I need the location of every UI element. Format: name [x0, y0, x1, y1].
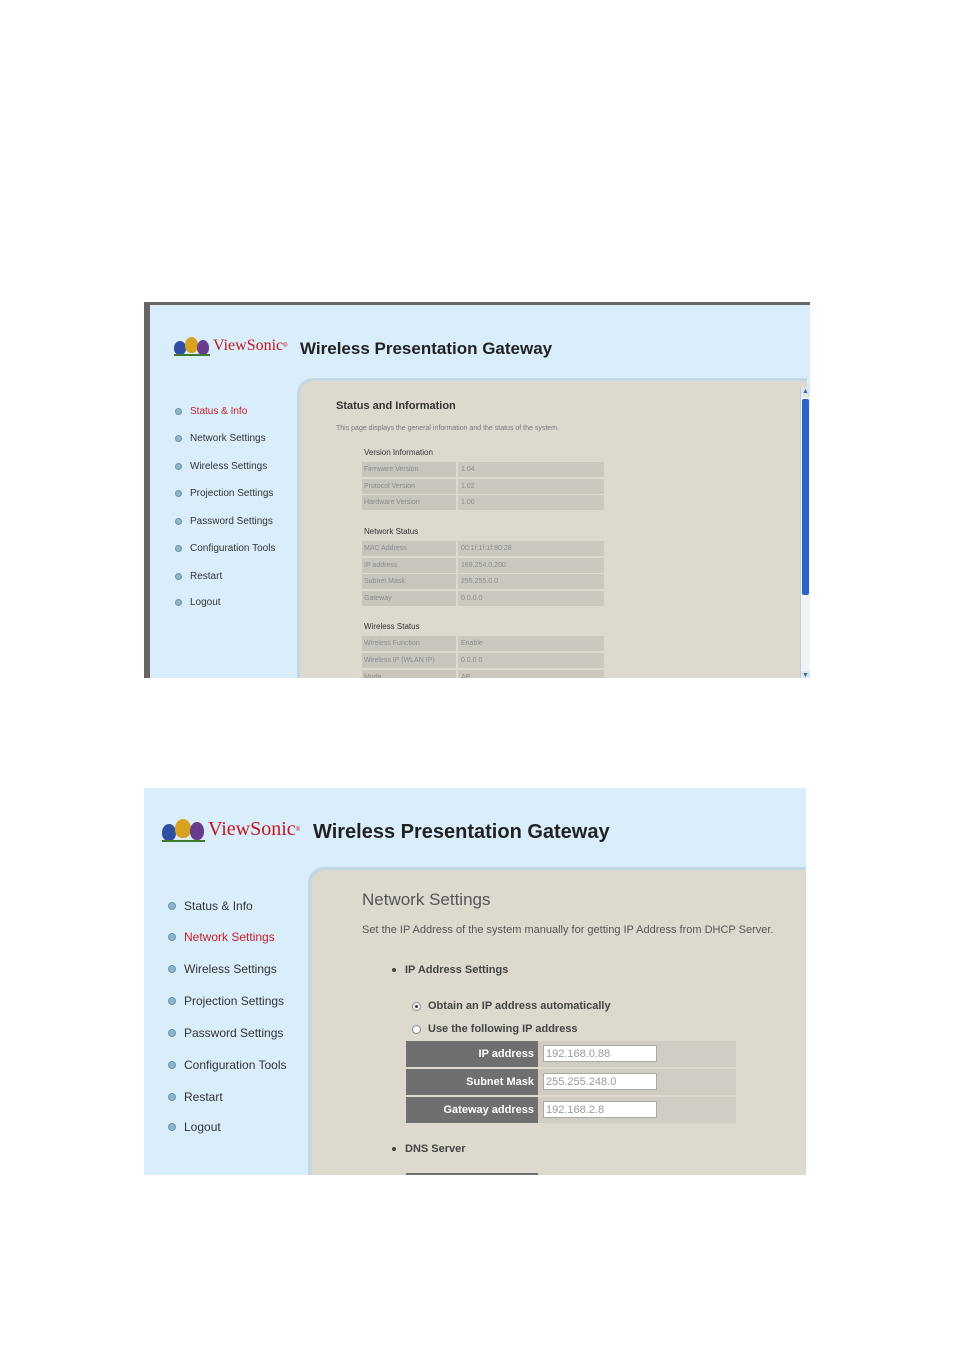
- sidebar-item-label: Restart: [184, 1090, 223, 1104]
- gateway-address-input[interactable]: [543, 1101, 657, 1118]
- registered-mark: ®: [295, 826, 301, 833]
- row-value: 1.02: [458, 479, 604, 494]
- table-row: [406, 1041, 736, 1067]
- bullet-icon: [175, 518, 182, 525]
- radio-label: Use the following IP address: [428, 1023, 578, 1035]
- sidebar-item-password-settings[interactable]: [175, 516, 273, 527]
- row-value: 0.0.0.0: [458, 653, 604, 668]
- bullet-icon: [168, 1061, 176, 1069]
- row-value: 00:1f:1f:1f:80:28: [458, 541, 604, 556]
- sidebar-item-label: Logout: [184, 1120, 221, 1134]
- viewsonic-logo: [174, 335, 288, 357]
- ip-address-table: [406, 1041, 736, 1125]
- row-value: 1.04: [458, 462, 604, 477]
- row-value: Enable: [458, 636, 604, 651]
- bullet-icon: [175, 573, 182, 580]
- sidebar-item-label: Network Settings: [184, 930, 275, 944]
- status-info-screenshot: [144, 302, 810, 678]
- sidebar-item-network-settings[interactable]: [168, 930, 275, 944]
- bullet-icon: [168, 997, 176, 1005]
- row-key: MAC Address: [362, 541, 456, 556]
- page-title: Status and Information: [336, 400, 456, 412]
- sidebar-item-label: Restart: [190, 571, 223, 582]
- section-heading: Network Status: [364, 527, 419, 536]
- radio-button-checked[interactable]: [412, 1002, 421, 1011]
- row-value: 1.00: [458, 495, 604, 510]
- table-row: [362, 462, 604, 477]
- row-key: IP address: [362, 558, 456, 573]
- bullet-icon: [175, 545, 182, 552]
- sidebar-item-status-info[interactable]: [175, 406, 247, 417]
- sidebar-item-wireless-settings[interactable]: [175, 461, 267, 472]
- ip-address-label: IP address: [406, 1041, 538, 1067]
- viewsonic-logo: [162, 816, 300, 843]
- sidebar-item-label: Logout: [190, 597, 221, 608]
- sidebar-item-projection-settings[interactable]: [168, 994, 284, 1008]
- scroll-up-icon[interactable]: ▲: [802, 388, 809, 395]
- row-value: 169.254.0.200: [458, 558, 604, 573]
- radio-label: Obtain an IP address automatically: [428, 1000, 611, 1012]
- sidebar-item-label: Projection Settings: [184, 994, 285, 1008]
- content-panel: [312, 870, 806, 1175]
- row-key: Wireless Function: [362, 636, 456, 651]
- brand-name: ViewSonic: [208, 818, 296, 840]
- sidebar-item-label: Wireless Settings: [190, 461, 268, 472]
- table-row: [362, 495, 604, 510]
- section-heading: Wireless Status: [364, 622, 420, 631]
- birds-logo-icon: [162, 816, 205, 843]
- table-row: [362, 558, 604, 573]
- sidebar-item-configuration-tools[interactable]: [175, 543, 275, 554]
- scroll-down-icon[interactable]: ▼: [801, 671, 810, 678]
- brand-name: ViewSonic: [213, 337, 284, 354]
- bullet-icon: [168, 1123, 176, 1131]
- section-label: IP Address Settings: [405, 964, 509, 976]
- bullet-icon: [168, 965, 176, 973]
- row-key: Gateway: [362, 591, 456, 606]
- dns-server-heading: [392, 1143, 466, 1155]
- sidebar-item-password-settings[interactable]: [168, 1026, 283, 1040]
- sidebar-item-logout[interactable]: [168, 1120, 221, 1134]
- ip-settings-heading: [392, 964, 508, 976]
- row-value: AP: [458, 670, 604, 678]
- dns-table-edge: [406, 1173, 538, 1175]
- sidebar-item-projection-settings[interactable]: [175, 488, 273, 499]
- bullet-icon: [175, 435, 182, 442]
- sidebar-item-network-settings[interactable]: [175, 433, 266, 444]
- subnet-mask-input[interactable]: [543, 1073, 657, 1090]
- product-title: Wireless Presentation Gateway: [300, 339, 553, 358]
- table-row: [362, 670, 604, 678]
- radio-obtain-automatically[interactable]: [412, 1000, 611, 1012]
- table-row: [362, 479, 604, 494]
- bullet-icon: [175, 408, 182, 415]
- sidebar-item-label: Password Settings: [184, 1026, 284, 1040]
- table-row: [362, 636, 604, 651]
- row-key: Mode: [362, 670, 456, 678]
- bullet-icon: [175, 463, 182, 470]
- table-row: [406, 1097, 736, 1123]
- sidebar-item-logout[interactable]: [175, 597, 221, 608]
- sidebar-item-label: Wireless Settings: [184, 962, 277, 976]
- table-row: [362, 541, 604, 556]
- sidebar-item-status-info[interactable]: [168, 899, 253, 913]
- row-key: Subnet Mask: [362, 574, 456, 589]
- sidebar-item-wireless-settings[interactable]: [168, 962, 277, 976]
- content-panel: [300, 381, 807, 678]
- scrollbar-thumb[interactable]: [802, 399, 809, 595]
- sidebar-item-label: Projection Settings: [190, 488, 274, 499]
- vertical-scrollbar[interactable]: [800, 387, 810, 678]
- radio-use-following[interactable]: [412, 1023, 578, 1035]
- sidebar-item-label: Configuration Tools: [184, 1058, 287, 1072]
- table-row: [362, 574, 604, 589]
- sidebar-item-label: Network Settings: [190, 433, 266, 444]
- section-label: DNS Server: [405, 1143, 466, 1155]
- network-settings-screenshot: [144, 788, 806, 1175]
- sidebar-item-label: Configuration Tools: [190, 543, 276, 554]
- sidebar-item-label: Status & Info: [184, 899, 253, 913]
- sidebar-item-restart[interactable]: [168, 1090, 223, 1104]
- page-title: Network Settings: [362, 890, 491, 909]
- row-key: Firmware Version: [362, 462, 456, 477]
- bullet-icon: [392, 968, 396, 972]
- table-row: [406, 1069, 736, 1095]
- product-title: Wireless Presentation Gateway: [313, 821, 610, 843]
- sidebar-item-configuration-tools[interactable]: [168, 1058, 287, 1072]
- radio-button-unchecked[interactable]: [412, 1025, 421, 1034]
- row-value: 0.0.0.0: [458, 591, 604, 606]
- registered-mark: ®: [283, 343, 288, 349]
- bullet-icon: [175, 490, 182, 497]
- subnet-mask-label: Subnet Mask: [406, 1069, 538, 1095]
- sidebar-item-restart[interactable]: [175, 571, 222, 582]
- bullet-icon: [168, 933, 176, 941]
- ip-address-input[interactable]: [543, 1045, 657, 1062]
- row-key: Hardware Version: [362, 495, 456, 510]
- page-description: Set the IP Address of the system manually for getting IP Address from DHCP Server.: [362, 924, 774, 936]
- bullet-icon: [168, 1093, 176, 1101]
- bullet-icon: [168, 902, 176, 910]
- bullet-icon: [175, 599, 182, 606]
- bullet-icon: [168, 1029, 176, 1037]
- row-value: 255.255.0.0: [458, 574, 604, 589]
- row-key: Protocol Version: [362, 479, 456, 494]
- table-row: [362, 591, 604, 606]
- sidebar-item-label: Status & Info: [190, 406, 248, 417]
- page-description: This page displays the general information and the status of the system.: [336, 425, 559, 432]
- table-row: [362, 653, 604, 668]
- gateway-address-label: Gateway address: [406, 1097, 538, 1123]
- birds-logo-icon: [174, 335, 210, 357]
- bullet-icon: [392, 1147, 396, 1151]
- sidebar-item-label: Password Settings: [190, 516, 273, 527]
- row-key: Wireless IP (WLAN IP): [362, 653, 456, 668]
- section-heading: Version Information: [364, 448, 433, 457]
